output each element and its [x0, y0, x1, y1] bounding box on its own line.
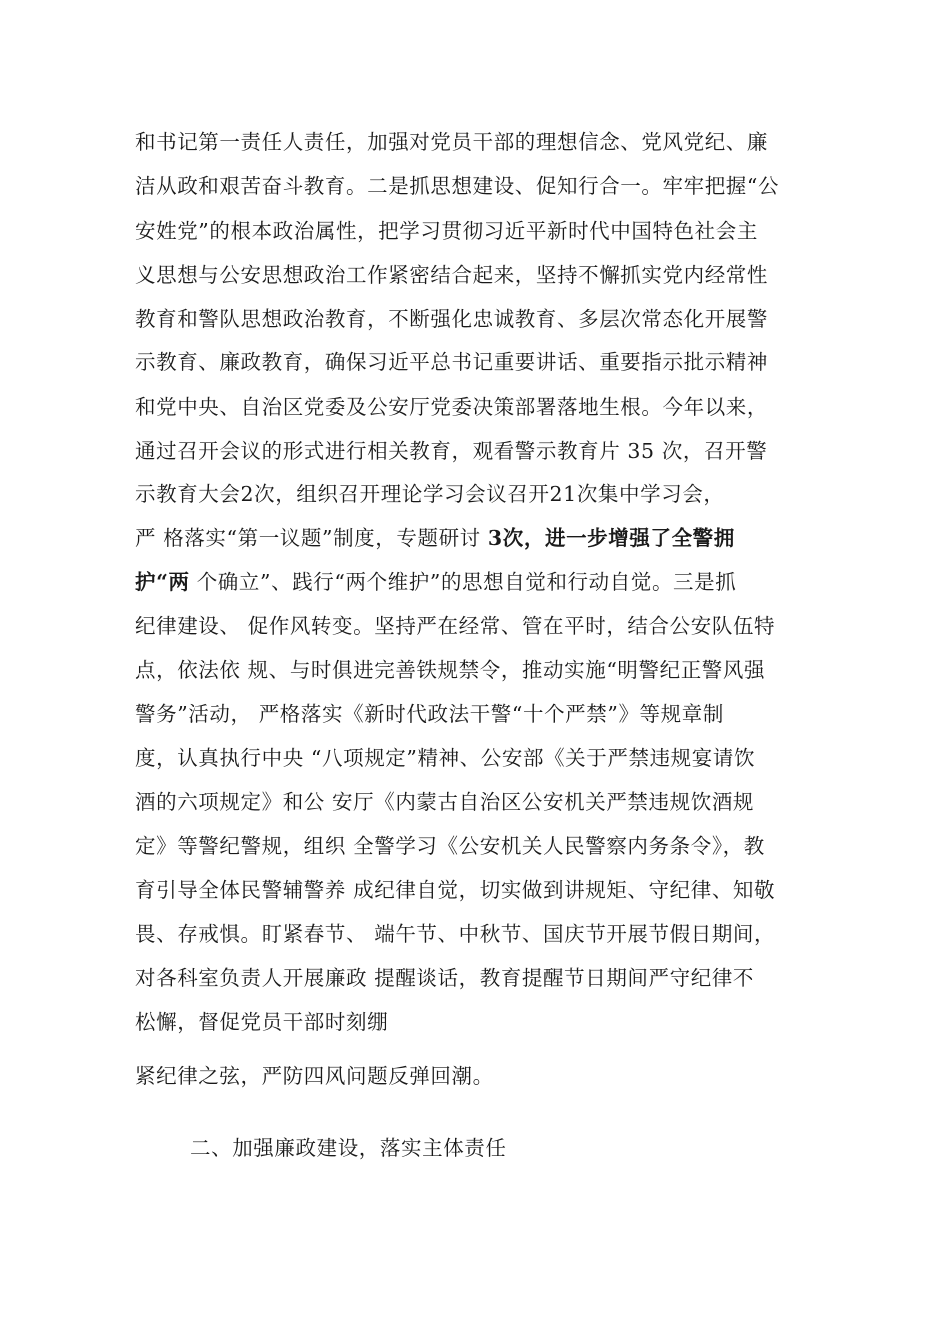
bold-text-run: 3次，进一步增强了全警拥	[487, 526, 735, 550]
text-line: 安姓党”的根本政治属性，把学习贯彻习近平新时代中国特色社会主	[135, 219, 758, 243]
text-line: 纪律建设、 促作风转变。坚持严在经常、管在平时，结合公安队伍特	[135, 614, 776, 638]
text-run: 严 格落实“第一议题”制度，专题研讨	[135, 526, 488, 550]
text-line: 度，认真执行中央 “八项规定”精神、公安部《关于严禁违规宴请饮	[135, 746, 756, 770]
text-line: 定》等警纪警规，组织 全警学习《公安机关人民警察内务条令》，教	[135, 834, 765, 858]
text-line: 通过召开会议的形式进行相关教育，观看警示教育片 35 次，召开警	[135, 439, 768, 463]
text-line	[135, 526, 735, 550]
section-heading: 二、加强廉政建设，落实主体责任	[190, 1136, 507, 1160]
text-line: 对各科室负责人开展廉政 提醒谈话，教育提醒节日期间严守纪律不	[135, 966, 755, 990]
text-line: 警务”活动， 严格落实《新时代政法干警“十个严禁”》等规章制	[135, 702, 724, 726]
text-line: 紧纪律之弦，严防四风问题反弹回潮。	[135, 1064, 494, 1088]
text-run: 个确立”、践行“两个维护”的思想自觉和行动自觉。三是抓	[189, 570, 737, 594]
text-line: 松懈，督促党员干部时刻绷	[135, 1010, 389, 1034]
bold-text-run: 护“两	[135, 570, 190, 594]
text-line: 义思想与公安思想政治工作紧密结合起来，坚持不懈抓实党内经常性	[135, 263, 768, 287]
text-line: 酒的六项规定》和公 安厅《内蒙古自治区公安机关严禁违规饮酒规	[135, 790, 755, 814]
text-line: 育引导全体民警辅警养 成纪律自觉，切实做到讲规矩、守纪律、知敬	[135, 878, 776, 902]
text-line: 洁从政和艰苦奋斗教育。二是抓思想建设、促知行合一。牢牢把握“公	[135, 174, 780, 198]
text-line: 畏、存戒惧。盯紧春节、 端午节、中秋节、国庆节开展节假日期间，	[135, 922, 776, 946]
text-line: 和党中央、自治区党委及公安厅党委决策部署落地生根。今年以来，	[135, 395, 768, 419]
text-line	[135, 570, 736, 594]
text-line: 示教育、廉政教育，确保习近平总书记重要讲话、重要指示批示精神	[135, 350, 768, 374]
text-line: 教育和警队思想政治教育，不断强化忠诚教育、多层次常态化开展警	[135, 307, 768, 331]
text-line: 点，依法依 规、与时俱进完善铁规禁令，推动实施“明警纪正警风强	[135, 658, 766, 682]
text-line: 和书记第一责任人责任，加强对党员干部的理想信念、党风党纪、廉	[135, 130, 768, 154]
text-line: 示教育大会2次，组织召开理论学习会议召开21次集中学习会，	[135, 482, 725, 506]
